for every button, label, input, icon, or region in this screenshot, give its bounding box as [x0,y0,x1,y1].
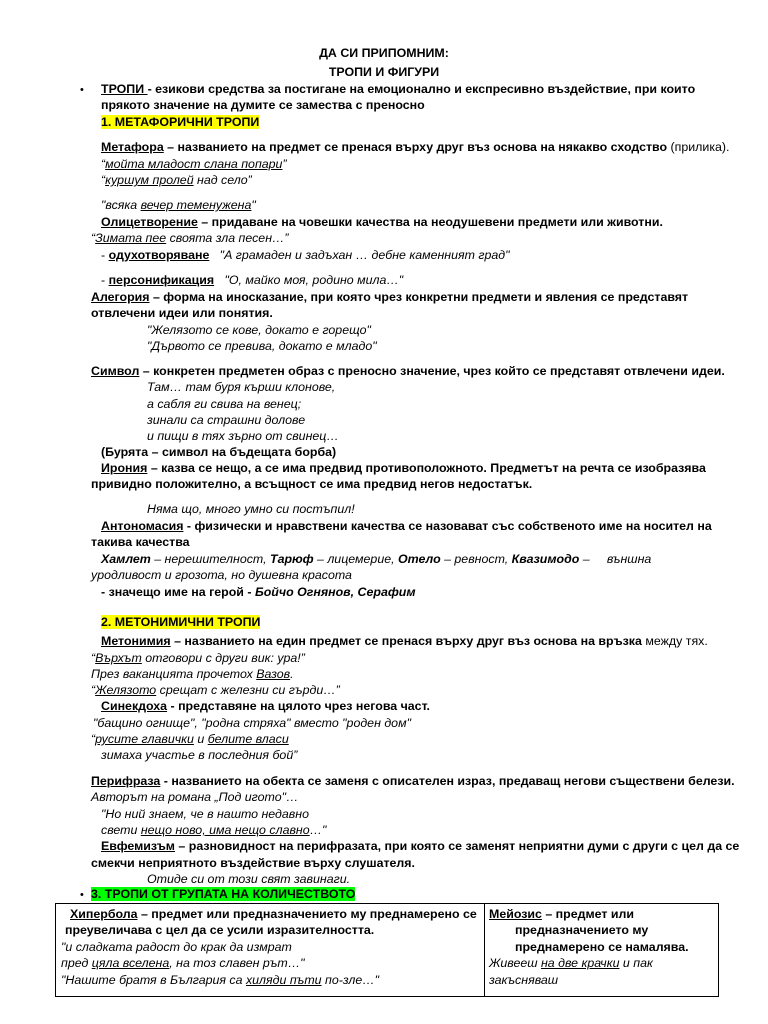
simvol-poem-3: зинали са страшни долове [147,413,306,427]
hiperbola-example-2 [61,955,305,971]
antonomasia-examples [101,551,651,567]
hiperbola-ex3-b: хиляди пъти [245,973,322,987]
evfemizam-text-1: – разновидност на перифразата, при която се заменят неприятни думи с други с цел да се [174,839,740,853]
antonomasia-text-1: - физически и нравствени качества се назовават със собственото име на носител на [183,519,712,533]
name-hamlet: Хамлет [101,552,151,566]
evfemizam-def-2: смекчи неприятното въздействие върху слушателя. [91,856,415,870]
metafora-text: – названието на предмет се пренася върху друг въз основа на някакво [163,140,611,154]
hiperbola-ex3-a: "Нашите братя в България са [61,973,246,987]
meiozis-ex1-c: и пак [619,956,653,970]
section-2-heading [101,614,260,630]
hiperbola-ex2-a: пред [61,956,92,970]
perifraza-example-3 [101,822,326,838]
simvol-note: (Бурята – символ на бъдещата борба) [101,445,337,459]
sinekdoha-text: - представяне на цялото чрез негова част. [167,699,430,713]
metonimia-ex3-a: Желязото [95,683,157,697]
perifraza-ex3-b: нещо ново, има нещо славно [140,823,310,837]
meiozis-ex1-a: Живееш [489,956,541,970]
metonimia-example-3: “Желязото срещат с железни си гърди…” [91,683,340,697]
name-othello: Отело [397,552,441,566]
metonimia-ex1-a: Върхът [95,651,142,665]
olicetvorenie-text: – придаване на човешки качества на неодушевени предмети или животни. [197,215,663,229]
sinekdoha-ex3-text: зимаха участье в последния бой [101,748,294,762]
quantity-tropes-table [55,903,719,997]
antonomasia-def-1 [101,518,712,534]
hiperbola-def-1 [70,906,477,922]
olicetvorenie-def [101,214,663,230]
metonimia-example-1: “Върхът отговори с други вик: ура!” [91,651,305,665]
meiozis-def-2: предназначението му [515,923,649,937]
sinekdoha-example-1: "бащино огнище", "родна стряха" вместо "роден дом" [93,716,411,730]
perifraza-text: - названието на обекта се заменя с описателен израз, предаващ негови съществени белези. [160,774,735,788]
metonimia-def [101,633,708,649]
hiperbola-ex3-c: по-зле…" [321,973,380,987]
person-term: персонификация [108,273,215,287]
section-1-label: 1. МЕТАФОРИЧНИ ТРОПИ [101,115,260,129]
section-2-label: 2. МЕТОНИМИЧНИ ТРОПИ [101,615,261,629]
simvol-poem-1: Там… там буря кърши клонове, [147,380,336,394]
metafora-def [101,139,729,155]
metafora-ex1-text: мойта младост слана попари [105,157,283,171]
sinekdoha-term: Синекдоха [101,699,168,713]
alegoria-def-2: отвлечени идеи или понятия. [91,306,273,320]
sinekdoha-ex2-b: и [193,732,208,746]
ironia-text-1: – казва се нещо, а се има предвид противоположното. Предметът на речта се изобразява [147,461,706,475]
hiperbola-cell [56,904,485,997]
evfemizam-example: Отиде си от този свят завинаги. [147,872,351,886]
metafora-ex3-b: вечер теменужена [140,198,252,212]
tropi-term: ТРОПИ [101,82,148,96]
antonomasia-def-2: такива качества [91,535,190,549]
oduh-line: - одухотворяване "А грамаден и задъхан … дебне каменният град" [101,248,510,262]
perifraza-term: Перифраза [91,774,161,788]
sinekdoha-ex2-a: русите главички [95,732,194,746]
hiperbola-def-2: преувеличава с цел да се усили изразителността. [65,923,375,937]
metafora-example-3: "всяка вечер теменужена" [101,198,256,212]
meiozis-def-3: преднамерено се намалява. [515,940,689,954]
metonimia-rest: между тях. [641,634,708,648]
bullet-icon: • [80,889,84,901]
hiperbola-ex2-c: , на тоз славен рът…" [169,956,305,970]
sinekdoha-example-3: зимаха участье в последния бой” [101,748,298,762]
evfemizam-def-1 [101,838,739,854]
perifraza-example-1: Авторът на романа „Под игото"… [91,790,299,804]
perifraza-example-2: "Но ний знаем, че в нашто недавно [101,807,309,821]
olicetvorenie-term: Олицетворение [101,215,198,229]
section-3-heading [91,886,355,902]
metonimia-vrazka: връзка [598,634,642,648]
hiperbola-ex2-b: цяла вселена [91,956,170,970]
perifraza-ex3-c: …" [309,823,327,837]
hiperbola-example-3 [61,972,379,988]
ironia-def-2: привидно положително, а всъщност се има предвид негов недостатък. [91,477,533,491]
intro-text-1: - езикови средства за постигане на емоционално и експресивно въздействие, при които [147,82,696,96]
metonimia-term: Метонимия [101,634,171,648]
alegoria-text-1: – форма на иносказание, при която чрез конкретни предмети и явления се представят [149,290,689,304]
desc-hamlet: – нерешителност, [150,552,270,566]
section-1-heading [101,114,259,130]
page-subtitle: ТРОПИ И ФИГУРИ [328,65,440,79]
hero-names: Бойчо Огнянов, Серафим [254,585,416,599]
olicetvorenie-ex-b: своята зла песен… [166,231,285,245]
alegoria-term: Алегория [91,290,150,304]
page-title: ДА СИ ПРИПОМНИМ: [319,46,449,60]
olicetvorenie-ex-a: Зимата пее [95,231,167,245]
person-example: "О, майко моя, родино мила…" [224,273,404,287]
metonimia-ex3-b: срещат с железни си гърди… [156,683,336,697]
meiozis-example-1 [489,955,653,971]
section-3-label: 3. ТРОПИ ОТ ГРУПАТА НА КОЛИЧЕСТВОТО [91,887,356,901]
meiozis-ex1-b: на две крачки [540,956,620,970]
meiozis-term: Мейозис [489,907,542,921]
metafora-sodstvo: сходство [610,140,668,154]
metafora-ex2-rest: над село [193,173,248,187]
metafora-ex2-text: куршум пролей [105,173,194,187]
alegoria-def-1 [91,289,688,305]
hero-label: - значещо име на герой - [101,585,255,599]
bullet-icon: • [80,84,84,96]
metafora-prilika: (прилика). [667,140,730,154]
simvol-poem-2: а сабля ги свива на венец; [147,397,302,411]
metonimia-ex2-b: Вазов [256,667,291,681]
desc-quasimodo: – външна [579,552,652,566]
meiozis-cell [485,904,719,997]
ironia-def-1 [101,460,706,476]
oduh-term: одухотворяване [108,248,210,262]
simvol-def [91,363,725,379]
sinekdoha-def [101,698,430,714]
meiozis-text-1: – предмет или [541,907,635,921]
name-tartuffe: Тарюф [270,552,314,566]
alegoria-example-2: "Дървото се превива, докато е младо" [147,339,377,353]
hiperbola-text-1: – предмет или предназначението му преднамерено се [137,907,477,921]
metafora-ex3-a: всяка [105,198,141,212]
oduh-example: "А грамаден и задъхан … дебне каменният град" [219,248,510,262]
metonimia-text: – названието на един предмет се пренася върху друг въз основа на [170,634,599,648]
ironia-example: Няма що, много умно си постъпил! [147,502,355,516]
evfemizam-term: Евфемизъм [101,839,175,853]
simvol-text: – конкретен предметен образ с преносно значение, чрез който се представят отвлечени идеи. [139,364,725,378]
desc-tartuffe: – лицемерие, [313,552,398,566]
antonomasia-hero [101,584,416,600]
metonimia-example-2: През ваканцията прочетох Вазов. [91,667,294,681]
sinekdoha-example-2: “русите главички и белите власи [91,732,289,746]
person-line: - персонификация "О, майко моя, родино мила…" [101,273,404,287]
olicetvorenie-example: “Зимата пее своята зла песен…” [91,231,289,245]
antonomasia-examples-2: уродливост и грозота, но душевна красота [91,568,352,582]
metafora-term: Метафора [101,140,164,154]
simvol-term: Символ [91,364,140,378]
perifraza-def [91,773,735,789]
simvol-poem-4: и пищи в тях зърно от свинец… [147,429,339,443]
desc-othello: – ревност, [440,552,512,566]
metonimia-ex1-b: отговори с други вик: ура! [141,651,301,665]
sinekdoha-ex2-c: белите власи [207,732,289,746]
hiperbola-term: Хипербола [70,907,138,921]
metafora-example-2: “куршум пролей над село” [101,173,252,187]
antonomasia-term: Антономасия [101,519,184,533]
name-quasimodo: Квазимодо [511,552,580,566]
intro-line-2: прякото значение на думите се замества с преносно [101,98,425,112]
hiperbola-example-1: "и сладката радост до крак да измрат [61,940,292,954]
metonimia-ex2-a: През ваканцията прочетох [91,667,257,681]
meiozis-example-2: закъсняваш [489,973,559,987]
ironia-term: Ирония [101,461,148,475]
meiozis-def-1 [489,906,634,922]
alegoria-example-1: "Желязото се кове, докато е горещо" [147,323,371,337]
perifraza-ex3-a: свети [101,823,141,837]
intro-line-1 [101,81,695,97]
metafora-example-1: “мойта младост слана попари” [101,157,287,171]
